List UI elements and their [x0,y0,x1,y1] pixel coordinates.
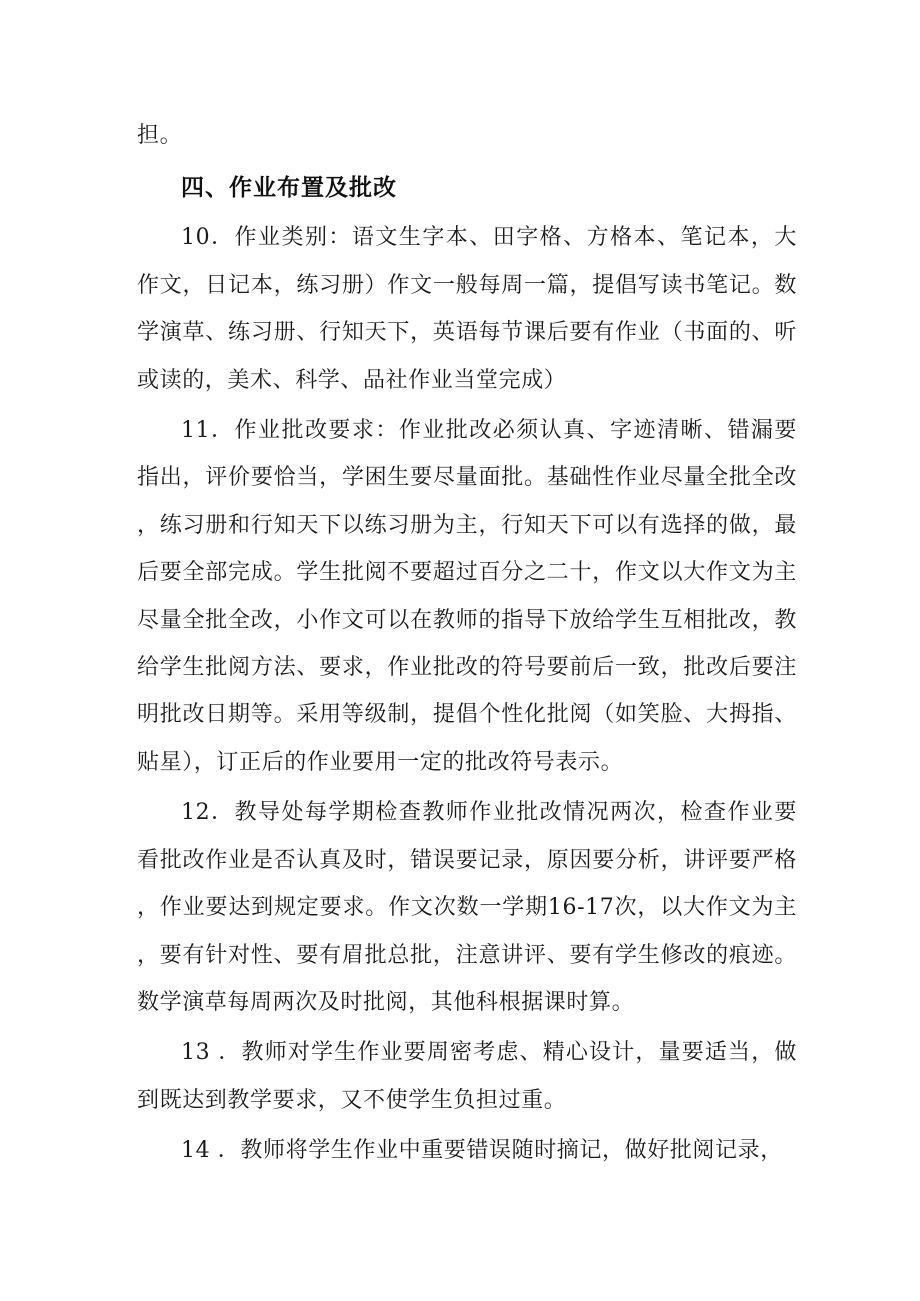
paragraph-10: 10．作业类别：语文生字本、田字格、方格本、笔记本，大作文，日记本，练习册）作文一般每周一篇，提倡写读书笔记。数学演草、练习册、行知天下，英语每节课后要有作业（书面的、听或读的，美术、科学、品社作业当堂完成） [137,225,797,393]
paragraph-12: 12．教导处每学期检查教师作业批改情况两次，检查作业要看批改作业是否认真及时，错误要记录，原因要分析，讲评要严格，作业要达到规定要求。作文次数一学期16-17次，以大作文为主，要有针对性、要有眉批总批，注意讲评、要有学生修改的痕迹。数学演草每周两次及时批阅，其他科根据课时算。 [137,800,797,1015]
continuation-text: 担。 [137,123,183,148]
paragraph-13: 13 ．教师对学生作业要周密考虑、精心设计，量要适当，做到既达到教学要求，又不使学生负担过重。 [137,1040,797,1113]
document-body [137,112,797,1178]
section-heading: 四、作业布置及批改 [181,175,397,202]
paragraph-14: 14 ．教师将学生作业中重要错误随时摘记，做好批阅记录， [181,1138,783,1164]
paragraph-11: 11．作业批改要求：作业批改必须认真、字迹清晰、错漏要指出，评价要恰当，学困生要尽量面批。基础性作业尽量全批全改，练习册和行知天下以练习册为主，行知天下可以有选择的做，最后要全部完成。学生批阅不要超过百分之二十，作文以大作文为主尽量全批全改，小作文可以在教师的指导下放给学生互相批改，教给学生批阅方法、要求，作业批改的符号要前后一致，批改后要注明批改日期等。采用等级制，提倡个性化批阅（如笑脸、大拇指、贴星），订正后的作业要用一定的批改符号表示。 [137,418,797,775]
